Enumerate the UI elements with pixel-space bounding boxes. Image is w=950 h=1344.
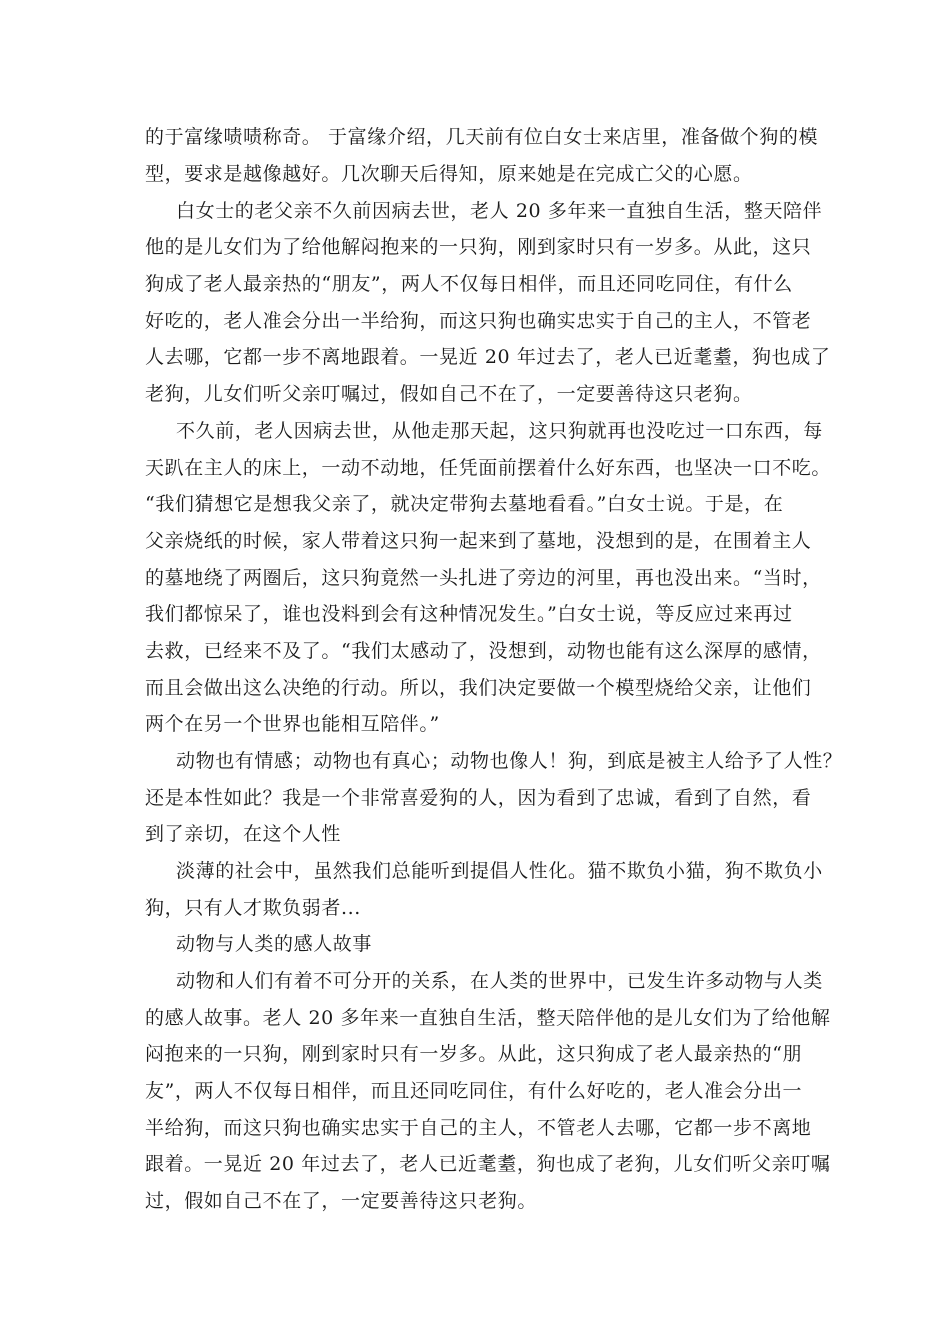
text-line: 而且会做出这么决绝的行动。所以，我们决定要做一个模型烧给父亲，让他们 [145,677,812,699]
text-line: 跟着。一晃近 20 年过去了，老人已近耄耋，狗也成了老狗，儿女们听父亲叮嘱 [145,1153,831,1175]
text-line: 还是本性如此？我是一个非常喜爱狗的人，因为看到了忠诚，看到了自然，看 [145,787,812,809]
text-line: 两个在另一个世界也能相互陪伴。” [145,713,440,735]
text-line: 动物和人们有着不可分开的关系，在人类的世界中，已发生许多动物与人类 [176,970,823,992]
text-line: 友”，两人不仅每日相伴，而且还同吃同住，有什么好吃的，老人准会分出一 [145,1080,803,1102]
text-line: 他的是儿女们为了给他解闷抱来的一只狗，刚到家时只有一岁多。从此，这只 [145,236,812,258]
text-line: 老狗，儿女们听父亲叮嘱过，假如自己不在了，一定要善待这只老狗。 [145,383,753,405]
text-line: 型，要求是越像越好。几次聊天后得知，原来她是在完成亡父的心愿。 [145,163,753,185]
text-line: 狗，只有人才欺负弱者... [145,897,361,919]
text-line: 淡薄的社会中，虽然我们总能听到提倡人性化。猫不欺负小猫，狗不欺负小 [176,860,823,882]
text-line: 狗成了老人最亲热的“朋友”，两人不仅每日相伴，而且还同吃同住，有什么 [145,273,793,295]
text-line: 闷抱来的一只狗，刚到家时只有一岁多。从此，这只狗成了老人最亲热的“朋 [145,1043,803,1065]
text-line: 的墓地绕了两圈后，这只狗竟然一头扎进了旁边的河里，再也没出来。“当时， [145,567,822,589]
text-line: 好吃的，老人准会分出一半给狗，而这只狗也确实忠实于自己的主人，不管老 [145,310,812,332]
section-heading: 动物与人类的感人故事 [176,933,373,955]
text-line: 去救，已经来不及了。“我们太感动了，没想到，动物也能有这么深厚的感情， [145,640,822,662]
text-line: 的感人故事。老人 20 多年来一直独自生活，整天陪伴他的是儿女们为了给他解 [145,1007,831,1029]
text-line: 父亲烧纸的时候，家人带着这只狗一起来到了墓地，没想到的是，在围着主人 [145,530,812,552]
text-line: “我们猜想它是想我父亲了，就决定带狗去墓地看看。”白女士说。于是，在 [145,493,784,515]
text-line: 到了亲切，在这个人性 [145,823,342,845]
text-line: 过，假如自己不在了，一定要善待这只老狗。 [145,1190,538,1212]
text-line: 我们都惊呆了，谁也没料到会有这种情况发生。”白女士说，等反应过来再过 [145,603,793,625]
text-line: 白女士的老父亲不久前因病去世，老人 20 多年来一直独自生活，整天陪伴 [176,200,823,222]
text-line: 半给狗，而这只狗也确实忠实于自己的主人，不管老人去哪，它都一步不离地 [145,1117,812,1139]
text-line: 天趴在主人的床上，一动不动地，任凭面前摆着什么好东西，也坚决一口不吃。 [145,457,832,479]
text-line: 不久前，老人因病去世，从他走那天起，这只狗就再也没吃过一口东西，每 [176,420,823,442]
text-line: 动物也有情感；动物也有真心；动物也像人！狗，到底是被主人给予了人性？ [176,750,843,772]
text-line: 的于富缘啧啧称奇。 于富缘介绍，几天前有位白女士来店里，准备做个狗的模 [145,126,819,148]
text-line: 人去哪，它都一步不离地跟着。一晃近 20 年过去了，老人已近耄耋，狗也成了 [145,346,831,368]
